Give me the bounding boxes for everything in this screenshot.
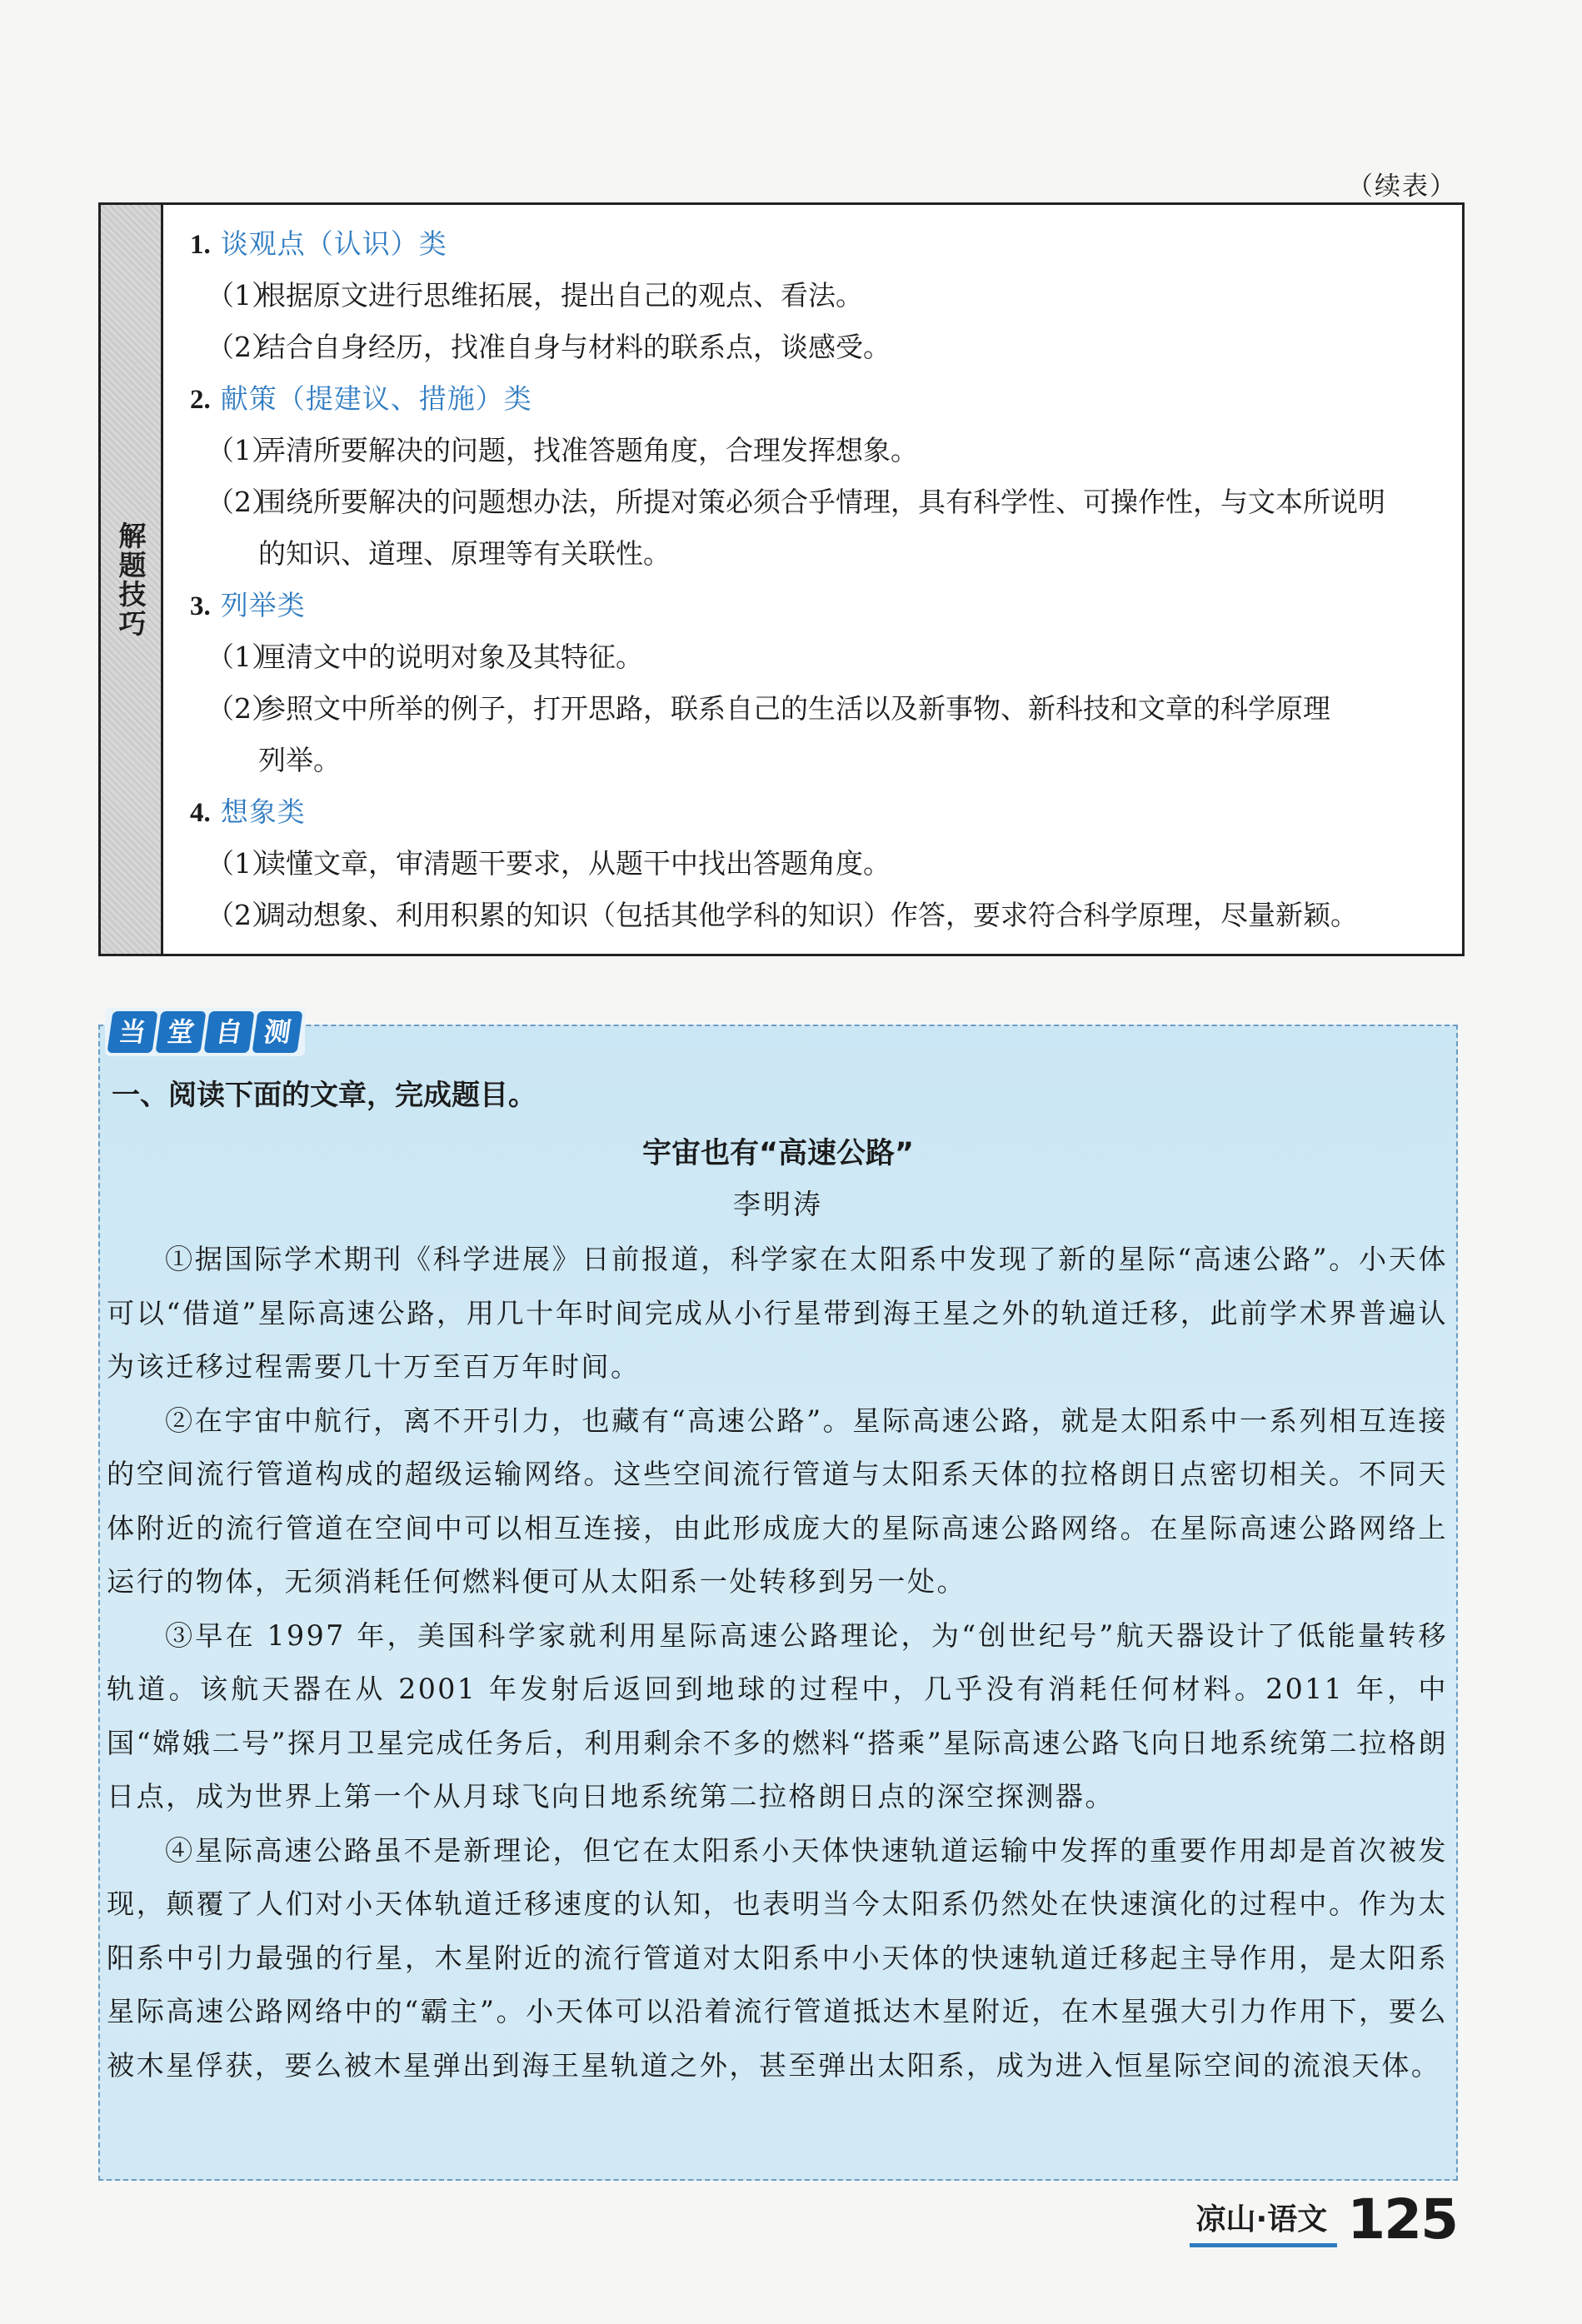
article-paragraph: ③早在 1997 年，美国科学家就利用星际高速公路理论，为“创世纪号”航天器设计了低能量转移轨道。该航天器在从 2001 年发射后返回到地球的过程中，几乎没有消耗任何材料。2011 年，中国“嫦娥二号”探月卫星完成任务后，利用剩余不多的燃料“搭乘”星际高速公路飞向日地系统第二拉格朗日点，成为世界上第一个从月球飞向日地系统第二拉格朗日点的深空探测器。 [107, 1618, 1448, 1813]
tip-number: （2） [207, 692, 279, 725]
self-test-badge [105, 1008, 305, 1056]
tip-number: （2） [207, 899, 279, 931]
category-heading [190, 786, 1439, 838]
article-paragraph: ④星际高速公路虽不是新理论，但它在太阳系小天体快速轨道运输中发挥的重要作用却是首次被发现，颠覆了人们对小天体轨道迁移速度的认知，也表明当今太阳系仍然处在快速演化的过程中。作为太阳系中引力最强的行星，木星附近的流行管道对太阳系中小天体的快速轨道迁移起主导作用，是太阳系星际高速公路网络中的“霸主”。小天体可以沿着流行管道抵达木星附近，在木星强大引力作用下，要么被木星俘获，要么被木星弹出到海王星轨道之外，甚至弹出太阳系，成为进入恒星际空间的流浪天体。 [107, 1833, 1448, 2082]
tip-item [190, 425, 1439, 476]
tip-text: 厘清文中的说明对象及其特征。 [258, 641, 643, 673]
tip-continuation: 列举。 [258, 744, 341, 776]
page-number: 125 [1347, 2187, 1457, 2252]
badge-char: 测 [252, 1011, 302, 1053]
tip-text: 根据原文进行思维拓展，提出自己的观点、看法。 [258, 279, 863, 312]
article-paragraph: ②在宇宙中航行，离不开引力，也藏有“高速公路”。星际高速公路，就是太阳系中一系列相互连接的空间流行管道构成的超级运输网络。这些空间流行管道与太阳系天体的拉格朗日点密切相关。不同天体附近的流行管道在空间中可以相互连接，由此形成庞大的星际高速公路网络。在星际高速公路网络上运行的物体，无须消耗任何燃料便可从太阳系一处转移到另一处。 [107, 1404, 1448, 1598]
footer-label: 凉山·语文 [1190, 2196, 1338, 2247]
category-heading [190, 580, 1439, 631]
tip-item [190, 631, 1439, 683]
article-author: 李明涛 [733, 1188, 823, 1220]
tip-item [190, 476, 1439, 528]
badge-char: 自 [203, 1011, 254, 1053]
badge-char: 堂 [155, 1011, 206, 1053]
tip-text: 弄清所要解决的问题，找准答题角度，合理发挥想象。 [258, 434, 918, 466]
techniques-side-label: 解题技巧 [114, 521, 147, 638]
tip-number: （1） [207, 279, 279, 312]
category-title: 想象类 [220, 795, 306, 828]
tip-text: 参照文中所举的例子，打开思路，联系自己的生活以及新事物、新科技和文章的科学原理 [258, 692, 1330, 725]
category-heading [190, 373, 1439, 425]
tip-text: 调动想象、利用积累的知识（包括其他学科的知识）作答，要求符合科学原理，尽量新颖。 [258, 899, 1358, 931]
techniques-side-header [101, 205, 163, 954]
tip-number: （1） [207, 847, 279, 880]
category-title: 献策（提建议、措施）类 [220, 382, 532, 415]
article-body [107, 1233, 1448, 2092]
tip-item [190, 838, 1439, 890]
tip-item [190, 890, 1439, 941]
continuation-note: （续表） [1347, 172, 1457, 202]
category-heading [190, 218, 1439, 270]
category-title: 列举类 [220, 589, 306, 621]
category-number: 4. [190, 798, 211, 828]
tip-number: （1） [207, 641, 279, 673]
category-number: 2. [190, 385, 211, 415]
category-title: 谈观点（认识）类 [220, 227, 447, 260]
category-number: 3. [190, 591, 211, 621]
tip-text: 围绕所要解决的问题想办法，所提对策必须合乎情理，具有科学性、可操作性，与文本所说明 [258, 486, 1385, 518]
tip-number: （2） [207, 331, 279, 363]
tip-text: 读懂文章，审清题干要求，从题干中找出答题角度。 [258, 847, 891, 880]
article-paragraph: ①据国际学术期刊《科学进展》日前报道，科学家在太阳系中发现了新的星际“高速公路”。小天体可以“借道”星际高速公路，用几十年时间完成从小行星带到海王星之外的轨道迁移，此前学术界普遍认为该迁移过程需要几十万至百万年时间。 [107, 1243, 1448, 1383]
tip-number: （1） [207, 434, 279, 466]
badge-char: 当 [107, 1011, 157, 1053]
article-title: 宇宙也有“高速公路” [641, 1137, 914, 1170]
tip-number: （2） [207, 486, 279, 518]
page-footer [1190, 2187, 1457, 2252]
tip-item [190, 270, 1439, 322]
techniques-body [163, 205, 1462, 954]
self-test-section [98, 1016, 1458, 2181]
techniques-table [98, 202, 1465, 956]
tip-item [190, 683, 1439, 735]
tip-text: 结合自身经历，找准自身与材料的联系点，谈感受。 [258, 331, 891, 363]
tip-item [190, 322, 1439, 373]
question-heading: 一、阅读下面的文章，完成题目。 [112, 1079, 536, 1112]
tip-continuation: 的知识、道理、原理等有关联性。 [258, 537, 671, 570]
category-number: 1. [190, 230, 211, 260]
